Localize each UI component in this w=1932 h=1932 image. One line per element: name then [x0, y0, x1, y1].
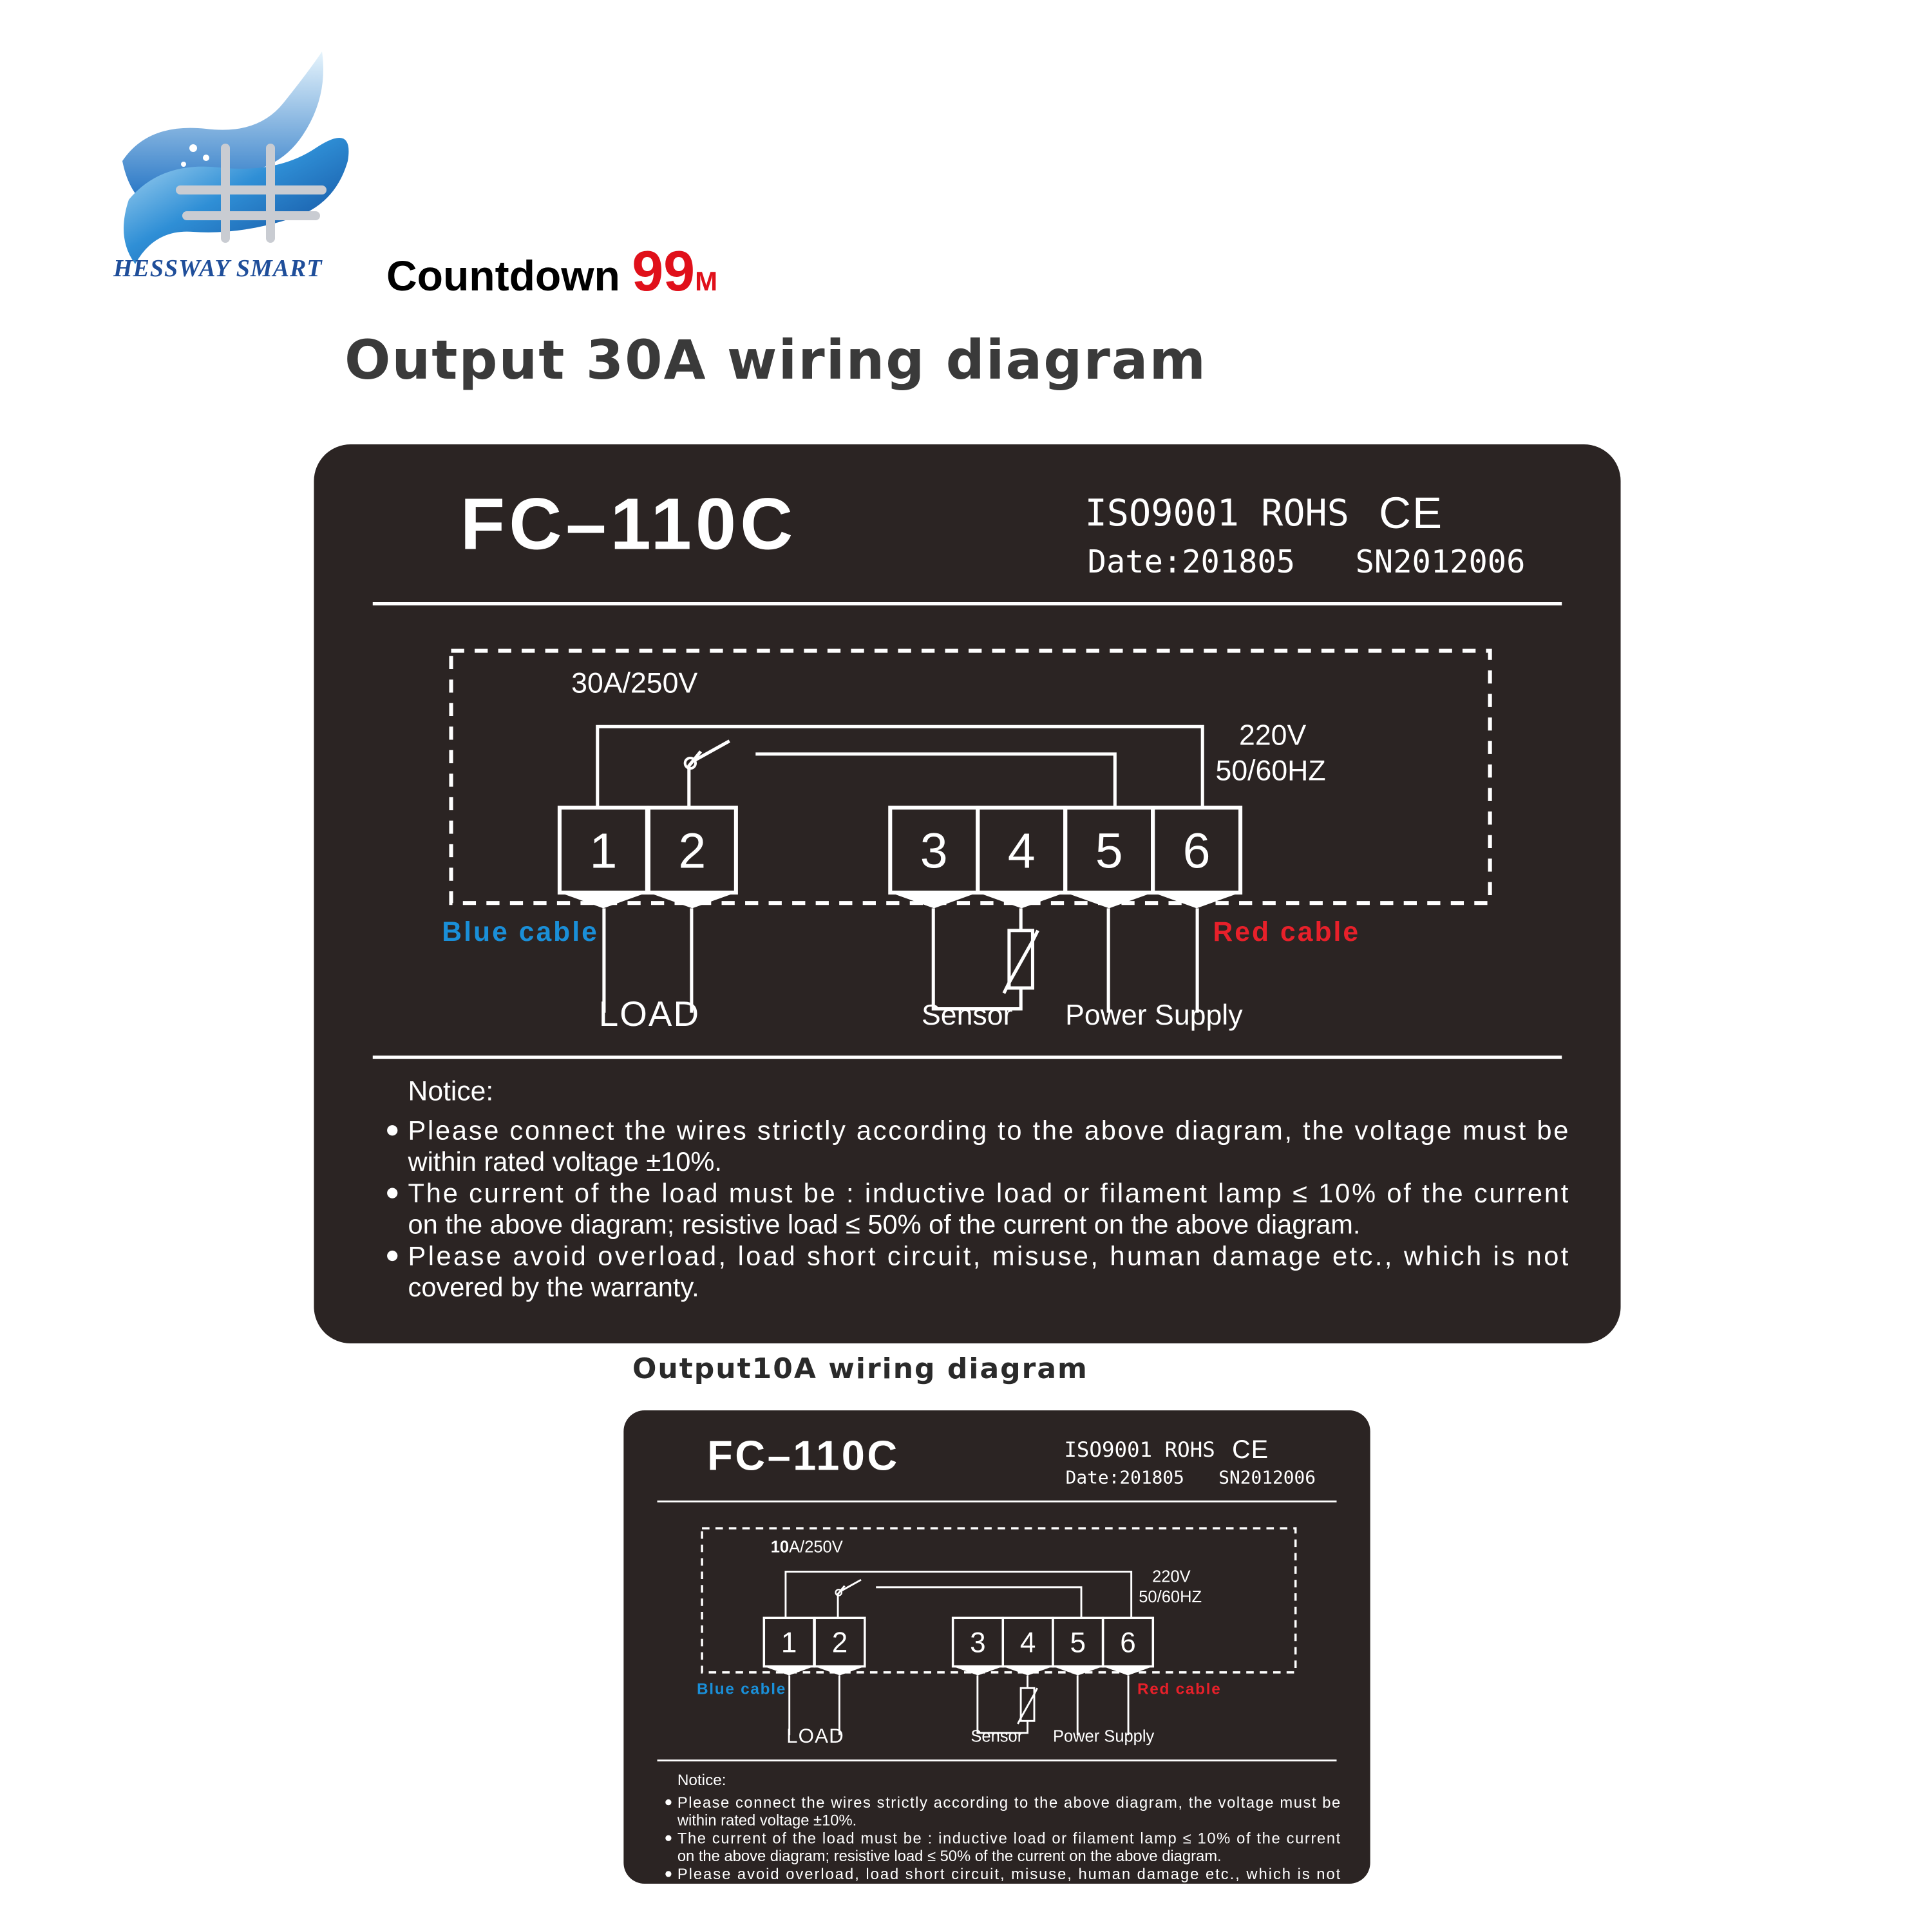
notice-title: Notice:: [408, 1075, 494, 1107]
terminal-number-6: 6: [1182, 823, 1211, 879]
sensor-label: Sensor: [921, 999, 1013, 1031]
notice-bullet: [665, 1871, 671, 1877]
notice-line: on the above diagram; resistive load ≤ 50% of the current on the above diagram.: [677, 1848, 1222, 1866]
notice-line: Please avoid overload, load short circuit, misuse, human damage etc., which is not: [408, 1240, 1569, 1271]
certifications: ISO9001 ROHS: [1064, 1437, 1215, 1462]
notice-line: within rated voltage ±10%.: [408, 1146, 722, 1177]
notice-line: The current of the load must be : inductive load or filament lamp ≤ 10% of the current: [408, 1177, 1569, 1208]
panel-30a: [314, 444, 1621, 1343]
red-cable-label: Red cable: [1213, 916, 1361, 948]
countdown-unit: M: [695, 266, 718, 296]
date-code: Date:201805: [1087, 544, 1296, 580]
rating-current: 10: [770, 1538, 790, 1557]
notice-bullet: [665, 1799, 671, 1805]
notice-bullet: [387, 1188, 397, 1198]
rating-text: A/250V: [789, 1538, 843, 1557]
power-supply-label: Power Supply: [1065, 999, 1243, 1031]
ce-mark: CE: [1379, 488, 1444, 538]
heading-10a: Output10A wiring diagram: [632, 1352, 1088, 1385]
serial-number: SN2012006: [1355, 544, 1526, 580]
blue-cable-label: Blue cable: [696, 1680, 787, 1698]
terminal-number-4: 4: [1019, 1627, 1036, 1659]
ce-mark: CE: [1232, 1435, 1269, 1464]
terminal-number-1: 1: [781, 1627, 797, 1659]
rating-text: 30A/250V: [571, 667, 698, 699]
supply-voltage: 220V: [1239, 719, 1307, 752]
notice-line: Please connect the wires strictly according to the above diagram, the voltage must be: [677, 1794, 1341, 1812]
panel-10a: [623, 1410, 1370, 1901]
heading-30a: Output 30A wiring diagram: [345, 328, 1207, 392]
terminal-number-5: 5: [1095, 823, 1123, 879]
countdown-value: 99: [632, 239, 696, 303]
load-label: LOAD: [598, 993, 701, 1034]
terminal-number-2: 2: [831, 1627, 848, 1659]
model-number: FC–110C: [460, 483, 797, 565]
red-cable-label: Red cable: [1137, 1680, 1222, 1698]
load-label: LOAD: [786, 1724, 844, 1747]
power-supply-label: Power Supply: [1052, 1727, 1155, 1746]
supply-frequency: 50/60HZ: [1139, 1587, 1202, 1606]
serial-number: SN2012006: [1218, 1466, 1316, 1488]
terminal-number-5: 5: [1070, 1627, 1086, 1659]
notice-line: Please avoid overload, load short circuit, misuse, human damage etc., which is not: [677, 1866, 1341, 1884]
notice-line: covered by the warranty.: [677, 1883, 844, 1901]
brand-name: HESSWAY SMART: [113, 255, 323, 282]
terminal-number-2: 2: [678, 823, 706, 879]
terminal-number-1: 1: [589, 823, 618, 879]
countdown-label: Countdown: [386, 252, 632, 299]
notice-line: Please connect the wires strictly according to the above diagram, the voltage must be: [408, 1115, 1569, 1146]
relay-rating: [771, 1538, 843, 1556]
terminal-number-3: 3: [970, 1627, 986, 1659]
certifications: ISO9001 ROHS: [1084, 491, 1349, 535]
terminal-number-6: 6: [1120, 1627, 1136, 1659]
notice-bullet: [665, 1835, 671, 1841]
terminal-number-3: 3: [920, 823, 948, 879]
notice-bullet: [387, 1125, 397, 1135]
relay-rating: [571, 668, 697, 699]
sensor-label: Sensor: [971, 1727, 1023, 1746]
notice-line: within rated voltage ±10%.: [677, 1812, 857, 1830]
notice-title: Notice:: [677, 1771, 726, 1789]
supply-frequency: 50/60HZ: [1215, 755, 1326, 787]
notice-line: covered by the warranty.: [408, 1271, 699, 1302]
notice-line: The current of the load must be : inductive load or filament lamp ≤ 10% of the current: [677, 1830, 1341, 1848]
terminal-number-4: 4: [1007, 823, 1036, 879]
supply-voltage: 220V: [1152, 1567, 1191, 1586]
blue-cable-label: Blue cable: [442, 916, 599, 948]
date-code: Date:201805: [1065, 1466, 1184, 1488]
notice-line: on the above diagram; resistive load ≤ 50% of the current on the above diagram.: [408, 1209, 1361, 1240]
model-number: FC–110C: [707, 1432, 900, 1479]
countdown-title: [386, 238, 717, 304]
notice-bullet: [387, 1251, 397, 1261]
